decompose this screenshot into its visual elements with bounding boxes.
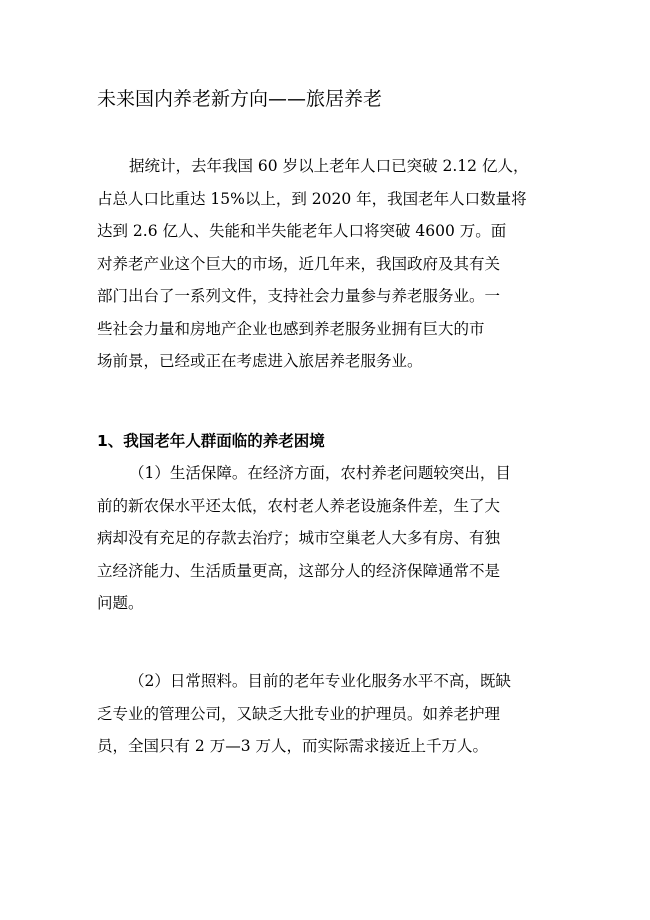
paragraph-line: 病却没有充足的存款去治疗；城市空巢老人大多有房、有独 <box>97 529 501 547</box>
paragraph-line: 部门出台了一系列文件，支持社会力量参与养老服务业。一 <box>97 287 501 305</box>
section-heading: 1、我国老年人群面临的养老困境 <box>97 432 325 450</box>
paragraph-line: 前的新农保水平还太低，农村老人养老设施条件差，生了大 <box>97 496 501 515</box>
paragraph-line: （2）日常照料。目前的老年专业化服务水平不高，既缺 <box>129 672 511 690</box>
paragraph-line: 占总人口比重达 15%以上，到 2020 年，我国老年人口数量将 <box>97 189 527 208</box>
document-title: 未来国内养老新方向——旅居养老 <box>97 88 383 110</box>
paragraph-line: 立经济能力、生活质量更高，这部分人的经济保障通常不是 <box>97 561 501 580</box>
paragraph-line: 据统计，去年我国 60 岁以上老年人口已突破 2.12 亿人， <box>129 157 529 175</box>
point-2-paragraph <box>97 665 555 763</box>
intro-paragraph <box>97 150 555 378</box>
paragraph-line: 达到 2.6 亿人、失能和半失能老年人口将突破 4600 万。面 <box>97 222 507 240</box>
paragraph-line: （1）生活保障。在经济方面，农村养老问题较突出，目 <box>129 464 511 482</box>
point-1-paragraph <box>97 457 555 620</box>
paragraph-line: 对养老产业这个巨大的市场，近几年来，我国政府及其有关 <box>97 254 501 273</box>
paragraph-line: 乏专业的管理公司，又缺乏大批专业的护理员。如养老护理 <box>97 704 501 723</box>
paragraph-line: 员，全国只有 2 万—3 万人，而实际需求接近上千万人。 <box>97 737 489 755</box>
paragraph-line: 些社会力量和房地产企业也感到养老服务业拥有巨大的市 <box>97 319 485 338</box>
paragraph-line: 场前景，已经或正在考虑进入旅居养老服务业。 <box>97 352 423 370</box>
paragraph-line: 问题。 <box>97 594 144 612</box>
